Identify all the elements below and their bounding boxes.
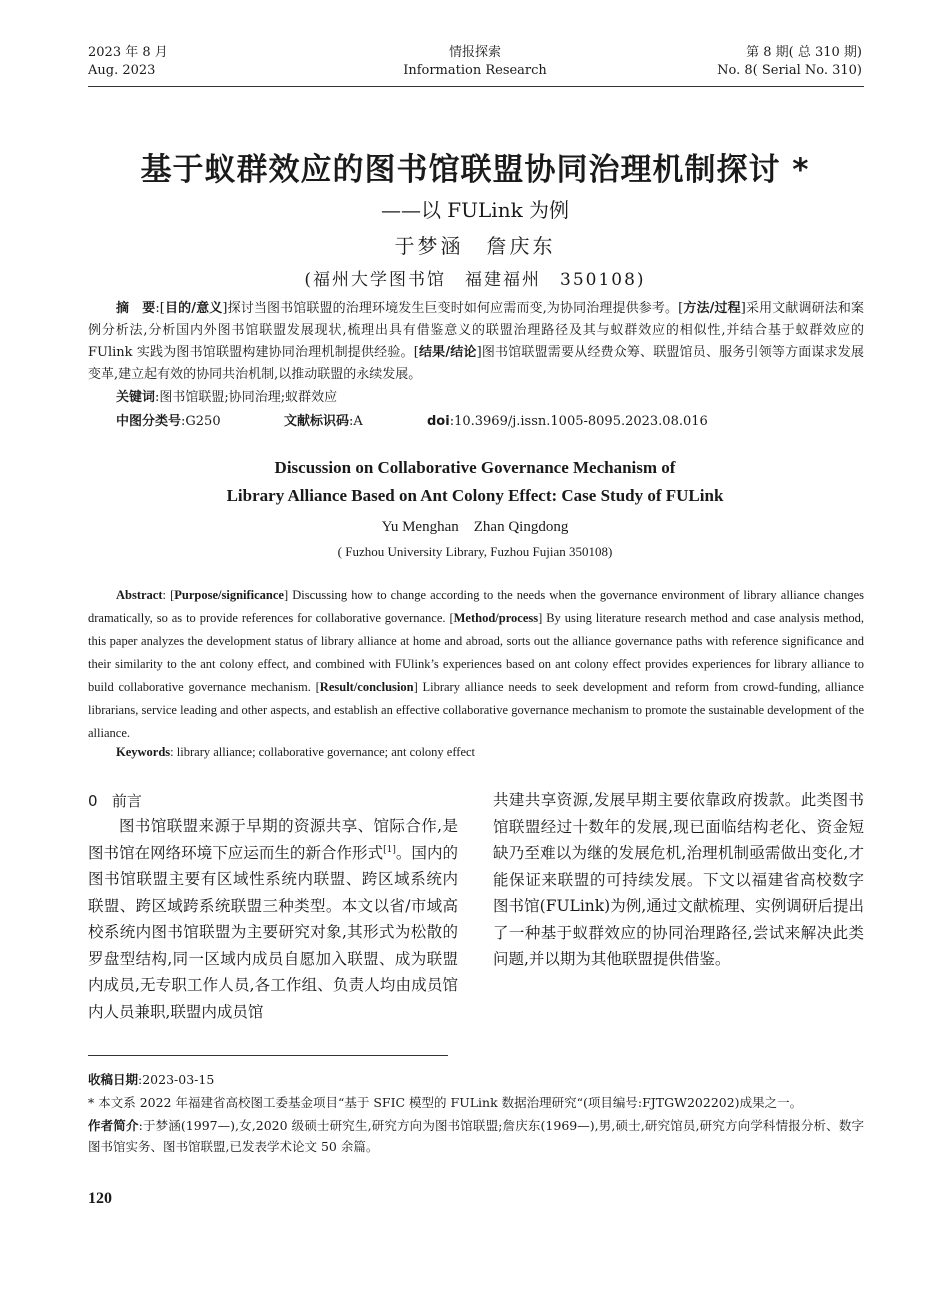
section-title: 前言 — [111, 792, 142, 810]
clc-code: 中图分类号:G250 — [116, 414, 221, 429]
footnote-rule — [88, 1055, 448, 1056]
keywords-en-label: Keywords — [116, 745, 171, 759]
abstract-cn-label: 摘 要 — [116, 301, 156, 316]
abstract-cn-result: 图书馆联盟需要从经费众筹、联盟馆员、服务引领等方面谋求发展变革,建立起有效的协同共治机制,以推动联盟的永续发展。 — [88, 345, 864, 382]
header-rule — [88, 86, 864, 87]
article-title-en-line2: Library Alliance Based on Ant Colony Effect: Case Study of FULink — [226, 486, 724, 505]
header-date — [88, 44, 168, 80]
body-column-right: 共建共享资源,发展早期主要依靠政府拨款。此类图书馆联盟经过十数年的发展,现已面临结构老化、资金短缺乃至难以为继的发展危机,治理机制亟需做出变化,才能保证来联盟的可持续发展。下文以福建省高校数字图书馆(FULink)为例,通过文献梳理、实例调研后提出了一种基于蚁群效应的协同治理路径,尝试来解决此类问题,并以期为其他联盟提供借鉴。 — [493, 791, 864, 968]
abstract-en-method-label: Method/process — [453, 611, 539, 625]
received-date: 2023-03-15 — [142, 1072, 215, 1087]
doc-code-value: A — [353, 414, 363, 429]
article-title-cn: 基于蚁群效应的图书馆联盟协同治理机制探讨 * — [140, 152, 810, 188]
abstract-en-purpose-label: Purpose/significance — [174, 588, 284, 602]
footnote-fund: * 本文系 2022 年福建省高校图工委基金项目“基于 SFIC 模型的 FULink 数据治理研究“(项目编号:FJTGW202202)成果之一。 — [88, 1095, 803, 1110]
abstract-en: Abstract: [Purpose/significance] Discussing how to change according to the needs when the governance environment of library alliance changes dramatically, so as to provide references for collaborative governance. [Method/process] By using literature research method and case analysis method, this paper analyzes the development status of library alliance at home and abroad, sorts out the alliance governance paths with reference significance and their similarity to the ant colony effect, and combined with FUlink’s experiences based on ant colony effect provides experiences for library alliance to build collaborative governance mechanism. [Result/conclusion] Library alliance needs to seek development and reform from crowd-funding, alliance librarians, service leading and other aspects, and establish an effective collaborative governance mechanism to promote the sustainable development of the alliance. — [88, 588, 864, 740]
body-column-left — [88, 813, 458, 1025]
abstract-cn-method-label: 方法/过程 — [683, 301, 741, 316]
keywords-en: Keywords: library alliance; collaborative governance; ant colony effect — [116, 745, 476, 759]
header-journal — [330, 44, 620, 80]
abstract-cn-result-label: 结果/结论 — [418, 345, 477, 360]
abstract-en-purpose: Discussing how to change according to the needs when the governance environment of library alliance changes dramatically, so as to provide references for collaborative governance. — [88, 588, 864, 625]
section-heading — [88, 790, 142, 811]
abstract-en-label: Abstract — [116, 588, 163, 602]
body-left-text-b: 。国内的图书馆联盟主要有区域性系统内联盟、跨区域系统内联盟、跨区域跨系统联盟三种类型。本文以省/市域高校系统内图书馆联盟为主要研究对象,其形式为松散的罗盘型结构,同一区域内成员自愿加入联盟、成为联盟内成员,无专职工作人员,各工作组、负责人均由成员馆内人员兼职,联盟内成员馆 — [88, 843, 458, 1021]
article-subtitle-cn: ——以 FULink 为例 — [380, 198, 570, 222]
keywords-cn: 关键词:图书馆联盟;协同治理;蚁群效应 — [116, 390, 338, 405]
abstract-en-result: Library alliance needs to seek development and reform from crowd-funding, alliance librarians, service leading and other aspects, and establish an effective collaborative governance mechanism to promote the sustainable development of the alliance. — [88, 680, 864, 740]
header-issue — [717, 44, 862, 80]
header-date-cn: 2023 年 8 月 — [88, 45, 168, 60]
journal-name-cn: 情报探索 — [448, 45, 501, 60]
abstract-cn-purpose: 探讨当图书馆联盟的治理环境发生巨变时如何应需而变,为协同治理提供参考。 — [227, 301, 679, 316]
received-label: 收稿日期 — [88, 1072, 139, 1087]
abstract-cn-method: 采用文献调研法和案例分析法,分析国内外图书馆联盟发展现状,梳理出具有借鉴意义的联盟治理路径及其与蚁群效应的相似性,并结合基于蚁群效应的 FUlink 实践为图书馆联盟构建协同治理机制提供经验。 — [88, 301, 864, 360]
clc-value: G250 — [185, 414, 221, 429]
section-number: 0 — [88, 792, 98, 810]
footnote-author: 作者简介:于梦涵(1997—),女,2020 级硕士研究生,研究方向为图书馆联盟;詹庆东(1969—),男,硕士,研究馆员,研究方向学科情报分析、数字图书馆实务、图书馆联盟,已发表学术论文 50 余篇。 — [88, 1118, 864, 1154]
affiliation-cn: (福州大学图书馆 福建福州 350108) — [304, 270, 646, 290]
article-title-en-line1: Discussion on Collaborative Governance Mechanism of — [274, 458, 676, 477]
header-date-en: Aug. 2023 — [88, 63, 156, 78]
body-left-text-a: 图书馆联盟来源于早期的资源共享、馆际合作,是图书馆在网络环境下应运而生的新合作形式 — [88, 817, 458, 862]
abstract-cn: 摘 要:[目的/意义]探讨当图书馆联盟的治理环境发生巨变时如何应需而变,为协同治理提供参考。[方法/过程]采用文献调研法和案例分析法,分析国内外图书馆联盟发展现状,梳理出具有借鉴意义的联盟治理路径及其与蚁群效应的相似性,并结合基于蚁群效应的 FUlink 实践为图书馆联盟构建协同治理机制提供经验。[结果/结论]图书馆联盟需要从经费众筹、联盟馆员、服务引领等方面谋求发展变革,建立起有效的协同共治机制,以推动联盟的永续发展。 — [88, 301, 864, 382]
footnote-received: 收稿日期:2023-03-15 — [88, 1072, 215, 1087]
journal-name-en: Information Research — [403, 63, 547, 78]
keywords-cn-label: 关键词 — [116, 390, 156, 405]
author-bio: 于梦涵(1997—),女,2020 级硕士研究生,研究方向为图书馆联盟;詹庆东(1969—),男,硕士,研究馆员,研究方向学科情报分析、数字图书馆实务、图书馆联盟,已发表学术论文 50 余篇。 — [88, 1118, 864, 1154]
doi-label: doi — [427, 414, 450, 429]
issue-en: No. 8( Serial No. 310) — [717, 63, 862, 78]
keywords-en-value: library alliance; collaborative governance; ant colony effect — [176, 745, 476, 759]
doc-code-label: 文献标识码 — [284, 414, 350, 429]
keywords-cn-value: 图书馆联盟;协同治理;蚁群效应 — [159, 390, 338, 405]
abstract-en-method: By using literature research method and case analysis method, this paper analyzes the development status of library alliance at home and abroad, sorts out the alliance governance paths with reference significance and their similarity to the ant colony effect, and combined with FUlink’s experiences based on ant colony effect provides experiences for library alliance to build collaborative governance mechanism. — [88, 611, 864, 694]
authors-en: Yu Menghan Zhan Qingdong — [381, 519, 569, 535]
issue-cn: 第 8 期( 总 310 期) — [746, 45, 862, 60]
clc-label: 中图分类号 — [116, 414, 182, 429]
abstract-cn-purpose-label: 目的/意义 — [164, 301, 223, 316]
doc-code: 文献标识码:A — [284, 414, 363, 429]
author-bio-label: 作者简介 — [88, 1118, 139, 1133]
authors-cn: 于梦涵 詹庆东 — [394, 234, 556, 258]
doi-value: 10.3969/j.issn.1005-8095.2023.08.016 — [454, 414, 708, 429]
citation-ref[interactable]: [1] — [383, 844, 396, 855]
affiliation-en: ( Fuzhou University Library, Fuzhou Fujian 350108) — [337, 544, 613, 559]
doi: doi:10.3969/j.issn.1005-8095.2023.08.016 — [427, 414, 708, 429]
page-number: 120 — [88, 1190, 112, 1207]
article-title-en — [40, 454, 910, 510]
abstract-en-result-label: Result/conclusion — [319, 680, 414, 694]
